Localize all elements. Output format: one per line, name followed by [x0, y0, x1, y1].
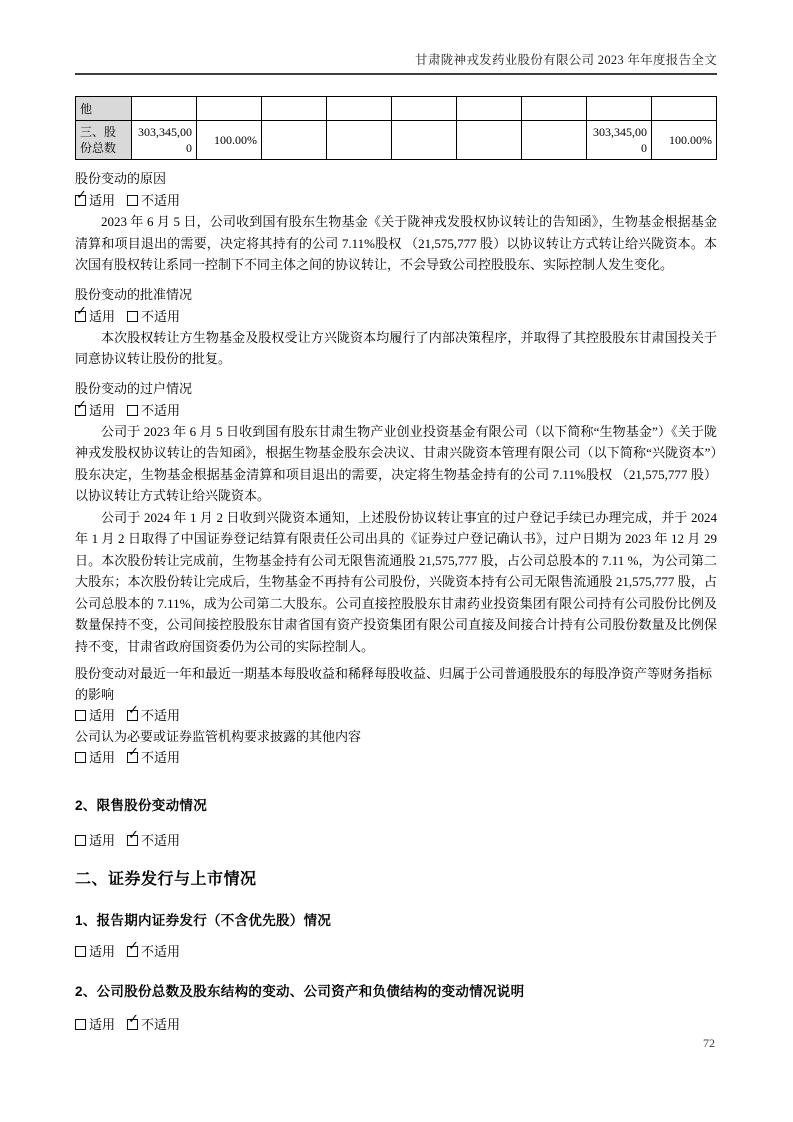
check-icon: ✓	[128, 703, 139, 718]
reason-applicability-row	[75, 190, 717, 211]
table-cell	[522, 97, 587, 121]
checkbox-checked-icon	[75, 188, 87, 206]
total-shares-before-cell: 303,345,000	[132, 121, 197, 160]
checkbox-label: 不适用	[141, 833, 181, 848]
checkbox-not-applicable	[127, 190, 180, 211]
checkbox-label: 适用	[89, 1017, 116, 1032]
approval-applicability-row	[75, 303, 717, 327]
checkbox-label: 适用	[89, 833, 116, 848]
checkbox-label: 适用	[89, 402, 116, 418]
checkbox-label: 适用	[89, 193, 116, 208]
table-row-other	[76, 97, 717, 121]
structure-applicability-row	[75, 1014, 717, 1035]
table-cell	[587, 97, 652, 121]
table-cell	[522, 121, 587, 160]
table-cell	[392, 97, 457, 121]
check-icon: ✓	[128, 828, 139, 843]
checkbox-label: 适用	[89, 308, 116, 324]
total-shares-after-cell: 303,345,000	[587, 121, 652, 160]
checkbox-checked-icon	[127, 939, 139, 957]
checkbox-applicable	[75, 190, 115, 211]
report-title: 甘肃陇神戎发药业股份有限公司 2023 年年度报告全文	[415, 53, 717, 67]
table-cell	[652, 97, 717, 121]
table-cell	[262, 97, 327, 121]
other-content-applicability-row	[75, 747, 717, 768]
impact-section-label: 股份变动对最近一年和最近一期基本每股收益和稀释每股收益、归属于公司普通股股东的每股净资产等财务指标的影响	[75, 666, 713, 702]
checkbox-label: 不适用	[141, 1017, 181, 1032]
checkbox-label: 不适用	[141, 750, 181, 765]
checkbox-unchecked-icon	[75, 946, 86, 957]
checkbox-unchecked-icon	[75, 710, 86, 721]
checkbox-unchecked-icon	[75, 752, 86, 763]
impact-applicability-row	[75, 705, 717, 726]
checkbox-checked-icon	[127, 828, 139, 846]
checkbox-unchecked-icon	[127, 405, 138, 416]
table-row-total-shares	[76, 121, 717, 160]
transfer-section-label: 股份变动的过户情况	[75, 380, 193, 396]
transfer-paragraph-1: 公司于 2023 年 6 月 5 日收到国有股东甘肃生物产业创业投资基金有限公司（以下简称“生物基金”）《关于陇神戎发股权协议转让的告知函》，根据生物基金股东会决议、甘肃兴陇资本管理有限公司（以下简称“兴陇资本”）股东决定，生物基金根据基金清算和项目退出的需要，决定将生物基金持有的公司 7.11%股权 （21,575,777 股）以协议转让方式转让给兴陇资本。	[75, 423, 717, 503]
table-cell	[262, 121, 327, 160]
structure-change-heading: 2、公司股份总数及股东结构的变动、公司资产和负债结构的变动情况说明	[75, 984, 525, 999]
issuance-report-heading: 1、报告期内证券发行（不含优先股）情况	[75, 913, 332, 928]
checkbox-label: 不适用	[141, 193, 181, 208]
checkbox-label: 不适用	[141, 944, 181, 959]
restricted-applicability-row	[75, 830, 717, 851]
transfer-paragraph-2: 公司于 2024 年 1 月 2 日收到兴陇资本通知，上述股份协议转让事宜的过户登记手续已办理完成，并于 2024 年 1 月 2 日取得了中国证券登记结算有限责任公司出具的《证券过户登记确认书》，过户日期为 2023 年 12 月 29 日。本次股份转让完成前，生物基金持有公司无限售流通股 21,575,777 股，占公司总股本的 7.11 %，为公司第二大股东；本次股份转让完成后，生物基金不再持有公司股份，兴陇资本持有公司无限售流通股 21,575,777 股，占公司总股本的 7.11%，成为公司第二大股东。公司直接控股股东甘肃药业投资集团有限公司持有公司股份比例及数量保持不变，公司间接控股股东甘肃省国有资产投资集团有限公司直接及间接合计持有公司股份数量及比例保持不变，甘肃省政府国资委仍为公司的实际控制人。	[75, 509, 717, 654]
checkbox-not-applicable	[127, 830, 180, 851]
checkbox-label: 适用	[89, 750, 116, 765]
checkbox-unchecked-icon	[75, 1019, 86, 1030]
checkbox-unchecked-icon	[127, 195, 138, 206]
check-icon: ✓	[128, 745, 139, 760]
total-pct-after-cell: 100.00%	[652, 121, 717, 160]
checkbox-not-applicable	[127, 400, 180, 421]
checkbox-not-applicable	[127, 1014, 180, 1035]
checkbox-checked-icon	[127, 745, 139, 763]
checkbox-label: 适用	[89, 708, 116, 723]
table-cell	[197, 97, 262, 121]
table-cell	[327, 121, 392, 160]
table-cell	[132, 97, 197, 121]
check-icon: ✓	[76, 188, 87, 203]
table-cell	[457, 121, 522, 160]
checkbox-checked-icon	[75, 303, 87, 322]
share-totals-table	[75, 96, 717, 160]
checkbox-applicable	[75, 1014, 115, 1035]
checkbox-checked-icon	[127, 1012, 139, 1030]
page-number: 72	[703, 1036, 715, 1050]
checkbox-checked-icon	[75, 397, 87, 416]
check-icon: ✓	[128, 939, 139, 954]
checkbox-label: 适用	[89, 944, 116, 959]
checkbox-applicable	[75, 303, 116, 327]
total-pct-before-cell: 100.00%	[197, 121, 262, 160]
reason-paragraph: 2023 年 6 月 5 日，公司收到国有股东生物基金《关于陇神戎发股权协议转让的告知函》，生物基金根据基金清算和项目退出的需要，决定将其持有的公司 7.11%股权 （21,575,777 股）以协议转让方式转让给兴陇资本。本次国有股权转让系同一控制下不同主体之间的协议转让，不会导致公司控股股东、实际控制人发生变化。	[75, 214, 717, 272]
row-label-cell: 他	[76, 97, 132, 121]
restricted-shares-heading: 2、限售股份变动情况	[75, 798, 208, 813]
checkbox-applicable	[75, 941, 115, 962]
checkbox-label: 不适用	[141, 308, 181, 324]
checkbox-applicable	[75, 747, 115, 768]
checkbox-unchecked-icon	[75, 835, 86, 846]
reason-section-label: 股份变动的原因	[75, 171, 167, 186]
table-cell	[392, 121, 457, 160]
checkbox-checked-icon	[127, 703, 139, 721]
check-icon: ✓	[76, 303, 87, 319]
issuance-applicability-row	[75, 941, 717, 962]
approval-paragraph: 本次股权转让方生物基金及股权受让方兴陇资本均履行了内部决策程序，并取得了其控股股东甘肃国投关于同意协议转让股份的批复。	[75, 329, 717, 366]
securities-issuance-heading: 二、证券发行与上市情况	[75, 871, 257, 888]
checkbox-label: 不适用	[141, 402, 181, 418]
checkbox-not-applicable	[127, 705, 180, 726]
table-cell	[327, 97, 392, 121]
page-header	[75, 52, 717, 75]
approval-section-label: 股份变动的批准情况	[75, 286, 193, 302]
table-cell	[457, 97, 522, 121]
checkbox-not-applicable	[127, 306, 180, 327]
checkbox-applicable	[75, 705, 115, 726]
transfer-applicability-row	[75, 397, 717, 421]
checkbox-applicable	[75, 397, 116, 421]
checkbox-label: 不适用	[141, 708, 181, 723]
check-icon: ✓	[128, 1012, 139, 1027]
checkbox-unchecked-icon	[127, 311, 138, 322]
checkbox-applicable	[75, 830, 115, 851]
checkbox-not-applicable	[127, 941, 180, 962]
row-label-cell: 三、股份总数	[76, 121, 132, 160]
checkbox-not-applicable	[127, 747, 180, 768]
check-icon: ✓	[76, 397, 87, 413]
other-content-section-label: 公司认为必要或证券监管机构要求披露的其他内容	[75, 729, 362, 744]
